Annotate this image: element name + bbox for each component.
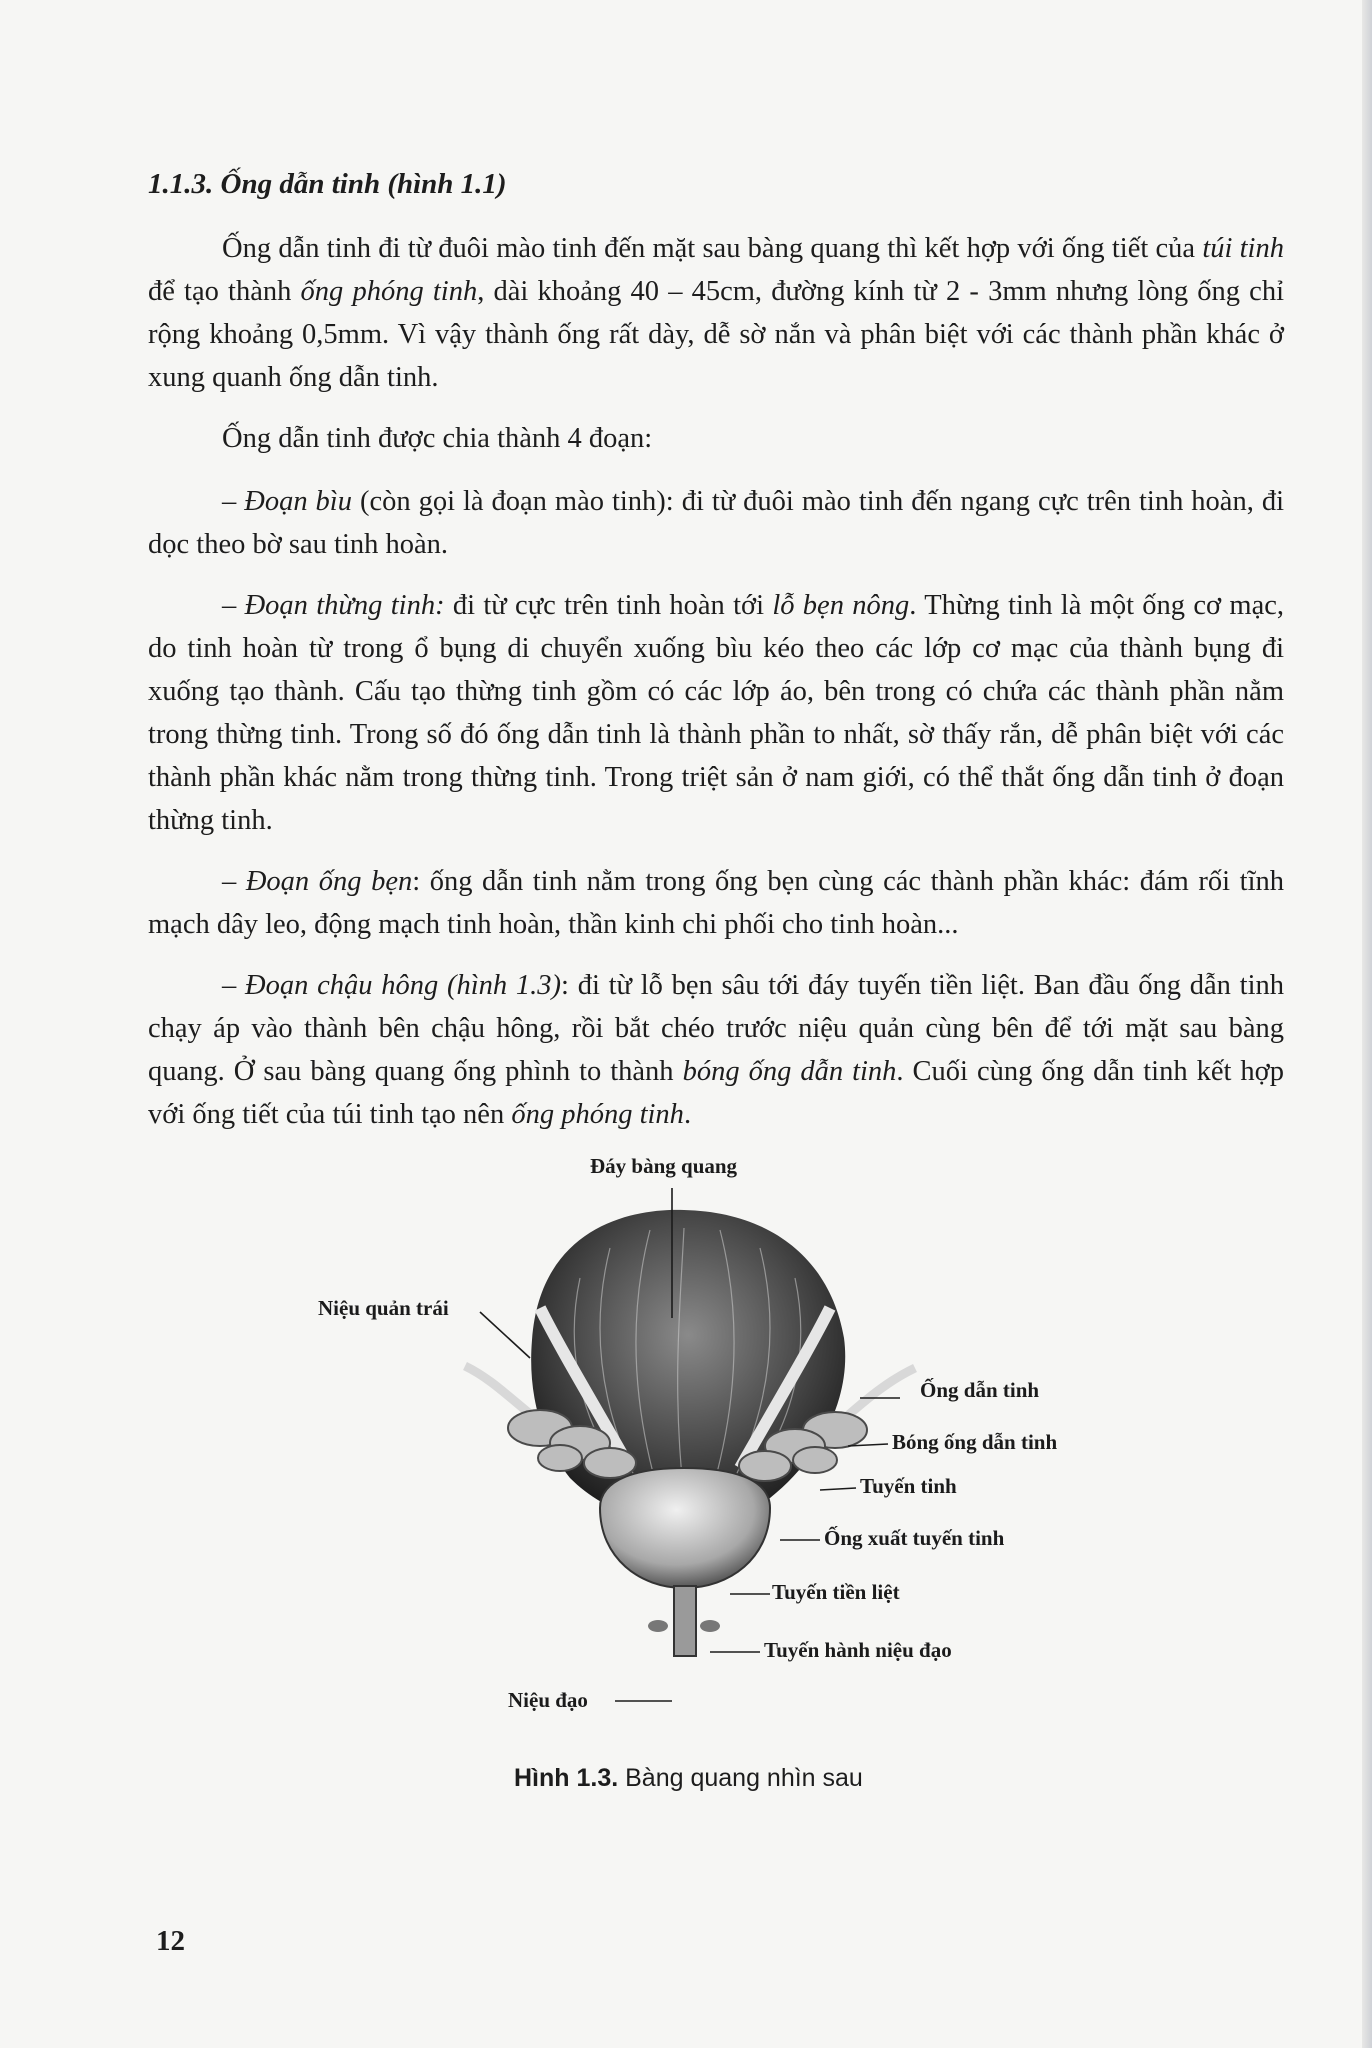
text-run: : đi từ lỗ bẹn sâu tới đáy tuyến tiền liệt. Ban đầu ống dẫn tinh chạy áp vào thành bên chậu hông, rồi bắt chéo trước niệu quản cùng bên để tới mặt sau bàng quang. Ở sau bàng quang ống phình to thành [148,970,1284,1087]
text-run: . [683,1099,692,1130]
prostate [600,1468,770,1588]
urethra-shape [674,1586,696,1656]
italic-run: lỗ bẹn nông [772,590,910,621]
caption-text: Bàng quang nhìn sau [618,1764,863,1792]
label-bladder-fundus: Đáy bàng quang [590,1154,738,1178]
paragraph-pelvic-segment [148,964,1284,1136]
italic-run: Đoạn chậu hông (hình 1.3) [245,970,562,1001]
vas-right-outer [845,1368,915,1418]
label-seminal-vesicle: Tuyến tinh [860,1474,957,1498]
paragraph-inguinal-segment [148,860,1284,946]
text-run: – [222,970,246,1001]
italic-run: Đoạn ống bẹn [245,866,413,897]
paragraph-segments-intro [148,417,1284,460]
label-vas-deferens: Ống dẫn tinh [920,1378,1040,1402]
vas-left-outer [465,1366,535,1418]
italic-run: ống phóng tinh [511,1099,684,1130]
label-urethra: Niệu đạo [508,1688,588,1712]
text-run: – [222,590,245,621]
text-run: : ống dẫn tinh nằm trong ống bẹn cùng các thành phần khác: đám rối tĩnh mạch dây leo, động mạch tinh hoàn, thần kinh chi phối cho tinh hoàn... [148,866,1284,940]
label-bulbourethral-gland: Tuyến hành niệu đạo [764,1638,952,1662]
page-edge [1362,0,1372,2048]
label-left-ureter: Niệu quản trái [318,1296,449,1320]
text-run: . Thừng tinh là một ống cơ mạc, do tinh hoàn từ trong ổ bụng di chuyển xuống bìu kéo theo các lớp cơ mạc của thành bụng đi xuống tạo thành. Cấu tạo thừng tinh gồm có các lớp áo, bên trong có chứa các thành phần nằm trong thừng tinh. Trong số đó ống dẫn tinh là thành phần to nhất, sờ thấy rắn, dễ phân biệt với các thành phần khác nằm trong thừng tinh. Trong triệt sản ở nam giới, có thể thắt ống dẫn tinh ở đoạn thừng tinh. [148,590,1284,836]
figure-caption [514,1764,863,1793]
paragraph-intro [148,227,1284,399]
text-run: để tạo thành [148,276,301,307]
text-run: . Cuối cùng ống dẫn tinh kết hợp với ống tiết của túi tinh tạo nên [148,1056,1284,1130]
text-run: Ống dẫn tinh đi từ đuôi mào tinh đến mặt sau bàng quang thì kết hợp với ống tiết của [222,233,1203,264]
text-run: – [222,486,245,517]
section-heading: 1.1.3. Ống dẫn tinh (hình 1.1) [148,168,507,200]
italic-run: Đoạn thừng tinh: [244,590,445,621]
bladder-figure [300,1154,1120,1728]
italic-run: ống phóng tinh [300,276,478,307]
label-prostate: Tuyến tiền liệt [772,1580,900,1604]
main-text [148,168,1284,1154]
italic-run: túi tinh [1202,233,1284,264]
bulbourethral-left [648,1620,668,1632]
text-run: Ống dẫn tinh được chia thành 4 đoạn: [222,423,653,454]
italic-run: bóng ống dẫn tinh [682,1056,897,1087]
label-ejaculatory-duct: Ống xuất tuyến tinh [824,1526,1005,1550]
text-run: (còn gọi là đoạn mào tinh): đi từ đuôi mào tinh đến ngang cực trên tinh hoàn, đi dọc theo bờ sau tinh hoàn. [148,486,1284,560]
text-run: đi từ cực trên tinh hoàn tới [444,590,773,621]
paragraph-spermatic-cord-segment [148,584,1284,842]
italic-run: Đoạn bìu [244,486,352,517]
caption-number: Hình 1.3. [514,1764,619,1792]
bulbourethral-right [700,1620,720,1632]
text-run: – [222,866,246,897]
label-ampulla: Bóng ống dẫn tinh [892,1430,1058,1454]
paragraph-scrotal-segment [148,480,1284,566]
text-run: , dài khoảng 40 – 45cm, đường kính từ 2 - 3mm nhưng lòng ống chỉ rộng khoảng 0,5mm. Vì vậy thành ống rất dày, dễ sờ nắn và phân biệt với các thành phần khác ở xung quanh ống dẫn tinh. [148,276,1284,393]
page-number: 12 [156,1925,185,1957]
